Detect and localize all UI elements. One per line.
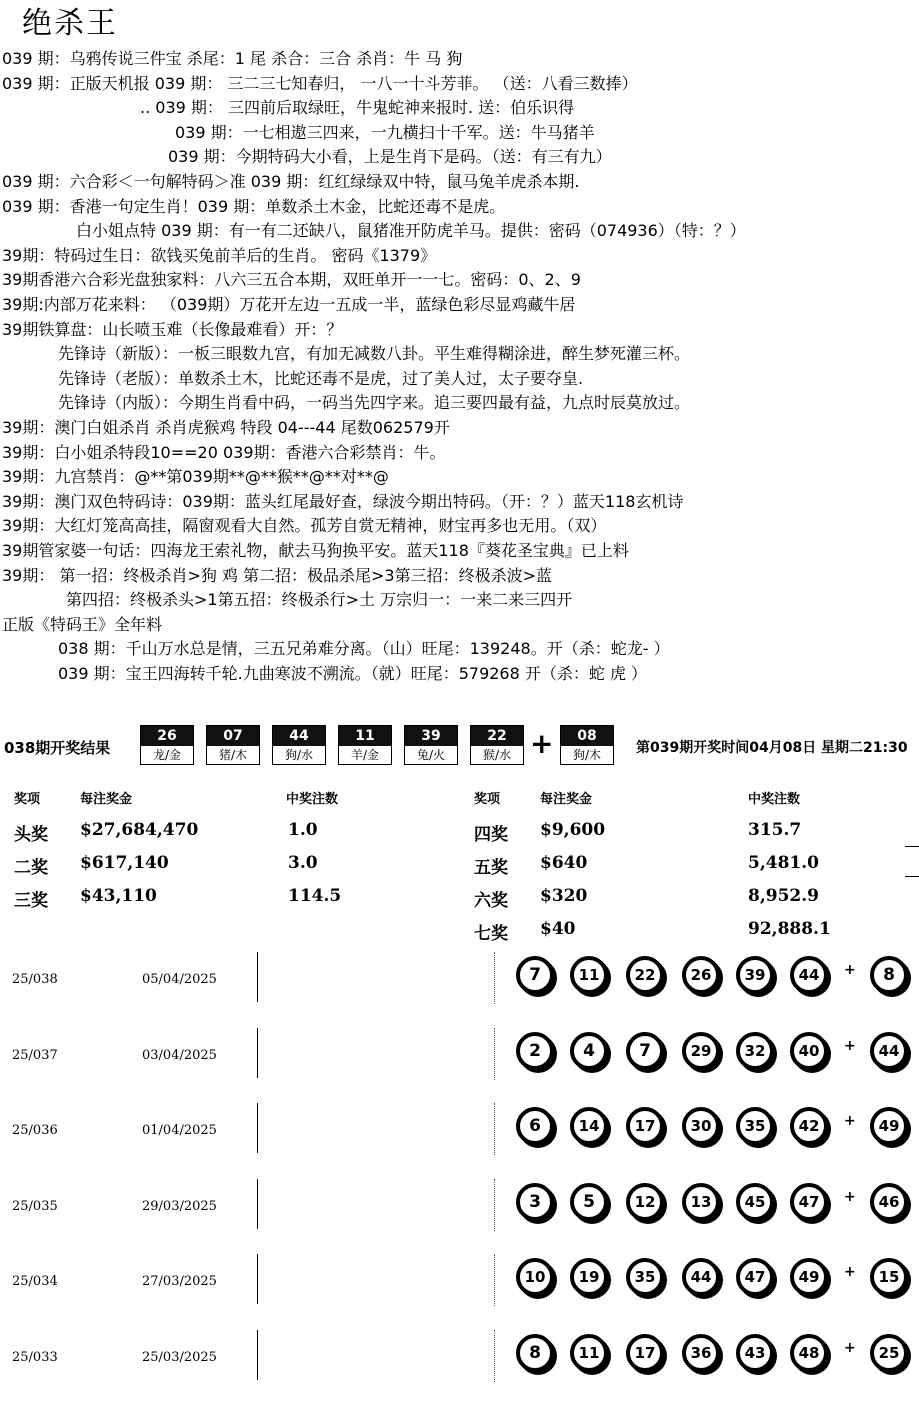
special-ball: 44 bbox=[870, 1032, 908, 1070]
draw-date: 25/03/2025 bbox=[142, 1349, 217, 1365]
number-ball: 40 bbox=[790, 1032, 828, 1070]
history-plus: + bbox=[844, 1037, 856, 1054]
results-bar bbox=[0, 723, 919, 769]
forecast-line: 039 期：乌鸦传说三件宝 杀尾：1 尾 杀合：三合 杀肖：牛 马 狗 bbox=[2, 49, 463, 68]
prize-header: 奖项 bbox=[474, 792, 501, 807]
chip-zodiac: 兔/火 bbox=[416, 748, 446, 762]
forecast-line: 39期：大红灯笼高高挂，隔窗观看大自然。孤芳自赏无精神，财宝再多也无用。（双） bbox=[2, 516, 607, 536]
number-ball: 10 bbox=[516, 1258, 554, 1296]
winners-header: 中奖注数 bbox=[748, 792, 801, 807]
chip-zodiac: 龙/金 bbox=[152, 748, 182, 762]
number-ball: 3 bbox=[516, 1183, 554, 1221]
chip-zodiac: 羊/金 bbox=[350, 748, 380, 762]
draw-date: 29/03/2025 bbox=[142, 1198, 217, 1214]
prize-amount: $27,684,470 bbox=[80, 820, 199, 840]
draw-period: 25/035 bbox=[12, 1198, 58, 1214]
prize-winners: 3.0 bbox=[288, 853, 318, 873]
number-ball: 12 bbox=[626, 1183, 664, 1221]
prize-amount: $9,600 bbox=[540, 820, 606, 840]
number-ball: 17 bbox=[626, 1107, 664, 1145]
result-chip bbox=[404, 725, 458, 765]
prize-amount: $640 bbox=[540, 853, 588, 873]
draw-date: 03/04/2025 bbox=[142, 1047, 217, 1063]
history-plus: + bbox=[844, 1188, 856, 1205]
prize-winners: 8,952.9 bbox=[748, 886, 819, 906]
prize-winners: 315.7 bbox=[748, 820, 802, 840]
row-divider bbox=[257, 1179, 258, 1229]
number-ball: 22 bbox=[626, 956, 664, 994]
chip-zodiac: 猴/水 bbox=[482, 748, 512, 762]
forecast-line: 039 期：六合彩＜一句解特码＞准 039 期：红红绿绿双中特，鼠马兔羊虎杀本期. bbox=[2, 172, 580, 191]
prize-name: 七奖 bbox=[474, 924, 508, 944]
history-plus: + bbox=[844, 1113, 856, 1129]
chip-number: 08 bbox=[561, 726, 613, 746]
number-ball: 48 bbox=[790, 1334, 828, 1372]
number-ball: 14 bbox=[570, 1107, 608, 1145]
special-ball: 8 bbox=[870, 956, 908, 994]
history-row bbox=[0, 1026, 919, 1102]
number-ball: 39 bbox=[736, 956, 774, 994]
page-title: 绝杀王 bbox=[22, 6, 118, 41]
forecast-line: 039 期：正版天机报 039 期： 三二三七知春归， 一八一十斗芳菲。 （送：八看三数捧） bbox=[2, 73, 638, 93]
history-plus: + bbox=[844, 1264, 856, 1280]
next-draw-time: 第039期开奖时间04月08日 星期二21:30 bbox=[636, 740, 908, 756]
draw-period: 25/033 bbox=[12, 1349, 58, 1365]
draw-date: 05/04/2025 bbox=[142, 972, 217, 987]
draw-date: 27/03/2025 bbox=[142, 1274, 217, 1289]
winners-header: 中奖注数 bbox=[286, 792, 339, 807]
number-ball: 19 bbox=[570, 1258, 608, 1296]
forecast-line: 39期：九宫禁肖：@**第039期**@**猴**@**对**@ bbox=[2, 467, 389, 487]
chip-number: 39 bbox=[405, 726, 457, 746]
draw-period: 25/038 bbox=[12, 972, 58, 987]
chip-zodiac: 狗/木 bbox=[572, 748, 602, 762]
number-ball: 26 bbox=[682, 956, 720, 994]
forecast-line: 39期管家婆一句话：四海龙王索礼物，献去马狗换平安。蓝天118『葵花圣宝典』已上料 bbox=[2, 541, 629, 560]
row-divider bbox=[257, 1254, 258, 1304]
forecast-line: 39期香港六合彩光盘独家料：八六三五合本期，双旺单开一一七。密码：0、2、9 bbox=[2, 270, 581, 290]
amount-header: 每注奖金 bbox=[80, 792, 133, 807]
prize-amount: $43,110 bbox=[80, 886, 157, 906]
number-ball: 43 bbox=[736, 1334, 774, 1372]
prize-name: 三奖 bbox=[14, 891, 48, 911]
chip-zodiac: 狗/水 bbox=[284, 748, 314, 762]
number-ball: 29 bbox=[682, 1032, 720, 1070]
forecast-line: 39期:内部万花来料： （039期）万花开左边一五成一半，蓝绿色彩尽显鸡藏牛居 bbox=[2, 295, 576, 314]
prize-name: 头奖 bbox=[14, 825, 48, 845]
number-ball: 30 bbox=[682, 1107, 720, 1145]
number-ball: 7 bbox=[516, 956, 554, 994]
history-row bbox=[0, 1101, 919, 1177]
draw-period: 25/036 bbox=[12, 1123, 58, 1138]
prize-winners: 114.5 bbox=[288, 886, 342, 906]
prize-amount: $617,140 bbox=[80, 853, 169, 873]
number-ball: 11 bbox=[570, 956, 608, 994]
forecast-line: 第四招：终极杀头>1第五招：终极杀行>土 万宗归一：一来二来三四开 bbox=[66, 590, 573, 610]
number-ball: 47 bbox=[790, 1183, 828, 1221]
result-chip bbox=[272, 725, 326, 765]
forecast-line: 39期：特码过生日：欲钱买兔前羊后的生肖。 密码《1379》 bbox=[2, 245, 437, 265]
history-row bbox=[0, 1328, 919, 1404]
number-ball: 47 bbox=[736, 1258, 774, 1296]
prize-header: 奖项 bbox=[14, 792, 41, 807]
result-chip bbox=[338, 725, 392, 765]
number-ball: 2 bbox=[516, 1032, 554, 1070]
number-ball: 6 bbox=[516, 1107, 554, 1145]
number-ball: 44 bbox=[682, 1258, 720, 1296]
forecast-line: 039 期：香港一句定生肖！039 期：单数杀土木金，比蛇还毒不是虎。 bbox=[2, 196, 506, 216]
number-ball: 17 bbox=[626, 1334, 664, 1372]
results-plus: + bbox=[530, 727, 554, 760]
forecast-line: 先锋诗（老版）：单数杀土木，比蛇还毒不是虎，过了美人过，太子要夺皇. bbox=[58, 368, 584, 388]
number-ball: 8 bbox=[516, 1334, 554, 1372]
draw-date: 01/04/2025 bbox=[142, 1123, 217, 1138]
history-row bbox=[0, 1177, 919, 1253]
history-row bbox=[0, 1252, 919, 1328]
number-ball: 5 bbox=[570, 1183, 608, 1221]
special-chip bbox=[560, 725, 614, 765]
row-divider bbox=[257, 1028, 258, 1078]
prize-name: 二奖 bbox=[14, 858, 48, 878]
row-dotted-divider bbox=[494, 1179, 495, 1231]
prize-winners: 1.0 bbox=[288, 820, 318, 840]
forecast-line: .. 039 期： 三四前后取绿旺，牛鬼蛇神来报时. 送：伯乐识得 bbox=[140, 98, 575, 118]
chip-zodiac: 猪/木 bbox=[218, 748, 248, 762]
number-ball: 35 bbox=[626, 1258, 664, 1296]
special-ball: 15 bbox=[870, 1258, 908, 1296]
forecast-line: 正版《特码王》全年料 bbox=[2, 614, 163, 634]
forecast-line: 039 期：今期特码大小看，上是生肖下是码。（送：有三有九） bbox=[168, 147, 612, 167]
number-ball: 13 bbox=[682, 1183, 720, 1221]
row-divider bbox=[257, 1330, 258, 1380]
special-ball: 46 bbox=[870, 1183, 908, 1221]
draw-period: 25/037 bbox=[12, 1047, 58, 1063]
number-ball: 4 bbox=[570, 1032, 608, 1070]
amount-header: 每注奖金 bbox=[540, 792, 593, 807]
prize-name: 六奖 bbox=[474, 891, 508, 911]
forecast-line: 白小姐点特 039 期：有一有二还缺八，鼠猪准开防虎羊马。提供：密码（074936）（特：？） bbox=[76, 221, 746, 241]
forecast-line: 39期铁算盘：山长喷玉难（长像最难看）开：？ bbox=[2, 319, 343, 339]
forecast-line: 038 期：千山万水总是情，三五兄弟难分离。（山）旺尾：139248。开（杀：蛇龙- ） bbox=[58, 639, 670, 659]
prize-name: 五奖 bbox=[474, 858, 508, 878]
chip-number: 11 bbox=[339, 726, 391, 746]
row-divider bbox=[257, 1103, 258, 1153]
chip-number: 26 bbox=[141, 726, 193, 746]
row-divider bbox=[257, 952, 258, 1002]
results-label: 038期开奖结果 bbox=[4, 739, 111, 757]
forecast-line: 先锋诗（新版）：一板三眼数九宫，有加无减数八卦。平生难得糊涂进，醉生梦死灌三杯。 bbox=[58, 344, 691, 364]
row-dotted-divider bbox=[494, 1103, 495, 1155]
prize-winners: 92,888.1 bbox=[748, 919, 831, 939]
chip-number: 07 bbox=[207, 726, 259, 746]
history-plus: + bbox=[844, 1339, 856, 1356]
forecast-line: 39期：澳门白姐杀肖 杀肖虎猴鸡 特段 04---44 尾数062579开 bbox=[2, 418, 450, 437]
prize-name: 四奖 bbox=[474, 825, 508, 845]
number-ball: 36 bbox=[682, 1334, 720, 1372]
result-chip bbox=[206, 725, 260, 765]
forecast-line: 39期：澳门双色特码诗：039期：蓝头红尾最好查，绿波今期出特码。（开：？）蓝天118玄机诗 bbox=[2, 491, 684, 511]
forecast-line: 39期： 第一招：终极杀肖>狗 鸡 第二招：极品杀尾>3第三招：终极杀波>蓝 bbox=[2, 565, 553, 585]
result-chip bbox=[140, 725, 194, 765]
chip-number: 44 bbox=[273, 726, 325, 746]
chip-number: 22 bbox=[471, 726, 523, 746]
prize-table bbox=[0, 780, 919, 950]
special-ball: 49 bbox=[870, 1107, 908, 1145]
row-dotted-divider bbox=[494, 952, 495, 1004]
result-chip bbox=[470, 725, 524, 765]
prize-amount: $320 bbox=[540, 886, 588, 906]
table-divider bbox=[905, 876, 919, 877]
forecast-line: 039 期：一七相遨三四来，一九横扫十千军。送：牛马猪羊 bbox=[175, 122, 595, 142]
forecast-line: 039 期：宝王四海转千轮.九曲寒波不溯流。（就）旺尾：579268 开（杀：蛇 虎 ） bbox=[58, 664, 648, 683]
number-ball: 49 bbox=[790, 1258, 828, 1296]
number-ball: 32 bbox=[736, 1032, 774, 1070]
history-row bbox=[0, 950, 919, 1026]
draw-period: 25/034 bbox=[12, 1274, 58, 1289]
row-dotted-divider bbox=[494, 1254, 495, 1306]
forecast-line: 39期：白小姐杀特段10==20 039期：香港六合彩禁肖：牛。 bbox=[2, 442, 446, 462]
number-ball: 11 bbox=[570, 1334, 608, 1372]
prize-amount: $40 bbox=[540, 919, 576, 939]
table-divider bbox=[905, 846, 919, 847]
number-ball: 45 bbox=[736, 1183, 774, 1221]
number-ball: 7 bbox=[626, 1032, 664, 1070]
history-plus: + bbox=[844, 962, 856, 978]
number-ball: 35 bbox=[736, 1107, 774, 1145]
row-dotted-divider bbox=[494, 1330, 495, 1382]
number-ball: 42 bbox=[790, 1107, 828, 1145]
special-ball: 25 bbox=[870, 1334, 908, 1372]
row-dotted-divider bbox=[494, 1028, 495, 1080]
prize-winners: 5,481.0 bbox=[748, 853, 819, 873]
forecast-line: 先锋诗（内版）：今期生肖看中码，一码当先四字来。追三要四最有益，九点时辰莫放过。 bbox=[58, 393, 691, 413]
number-ball: 44 bbox=[790, 956, 828, 994]
